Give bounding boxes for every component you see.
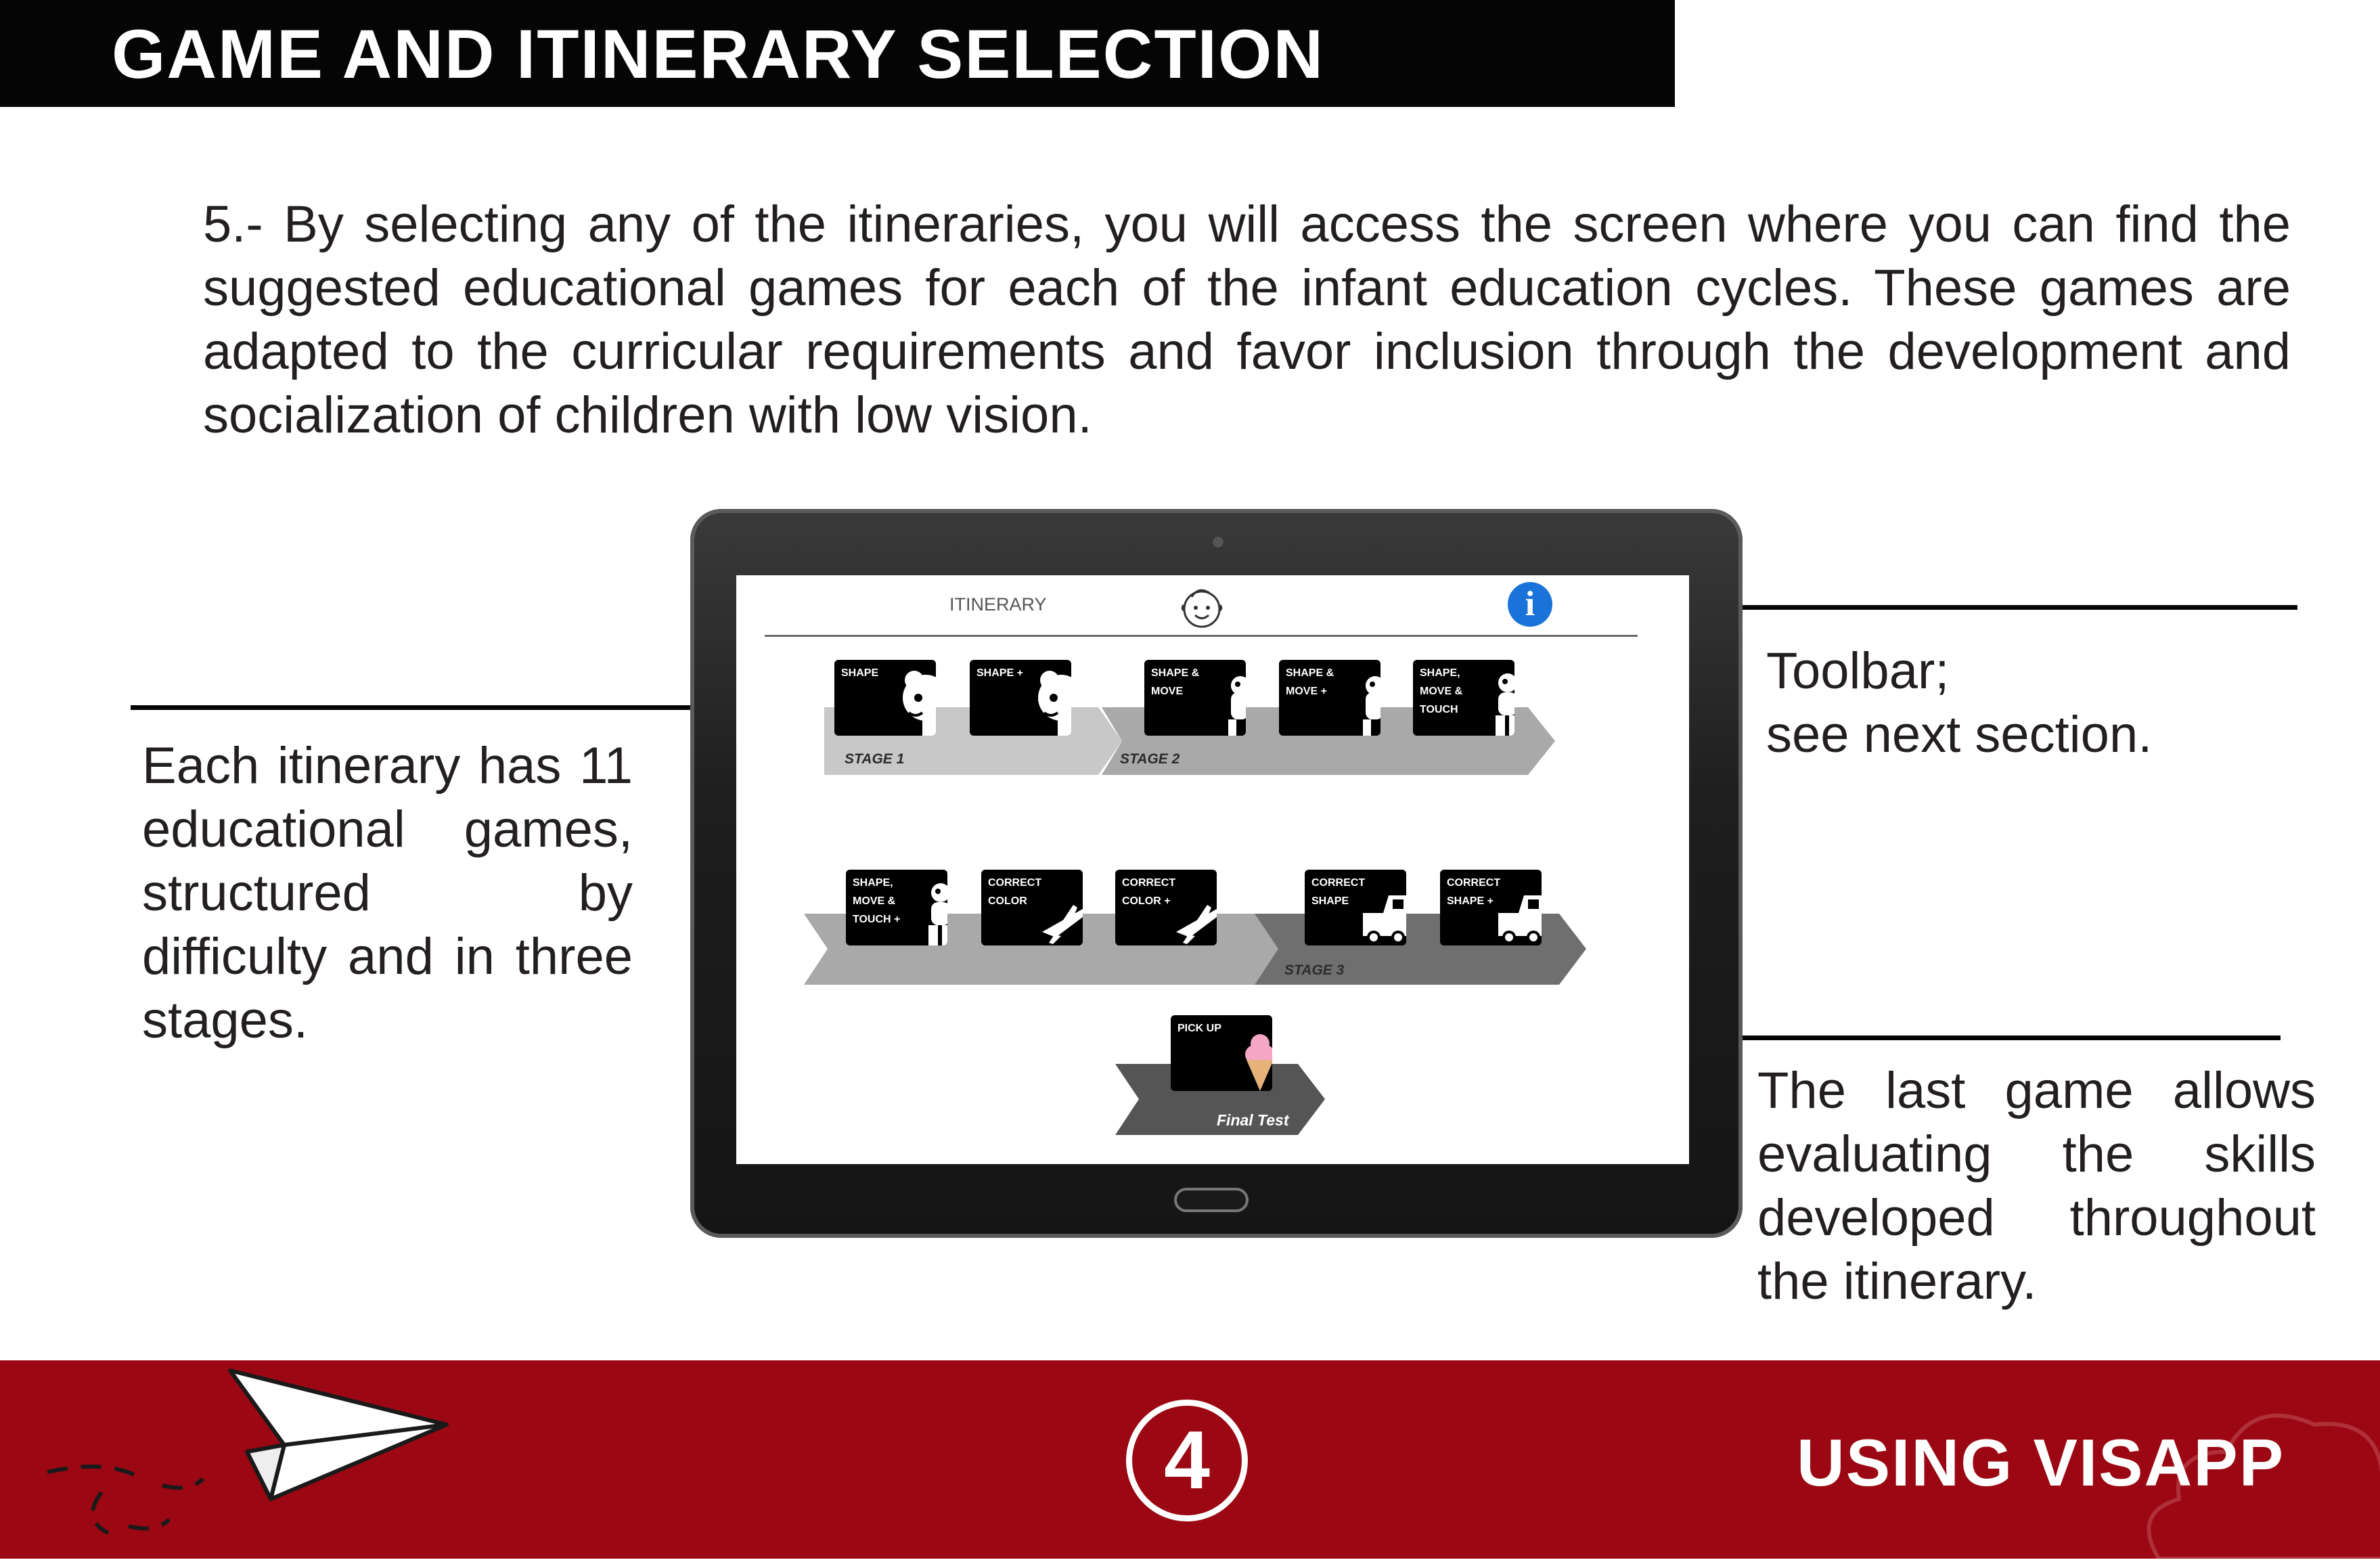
callout-toolbar-line1: Toolbar; <box>1766 642 1950 700</box>
game-card-shape-move[interactable] <box>1144 660 1246 736</box>
bear-icon <box>900 875 947 945</box>
bear-icon <box>1198 665 1246 736</box>
bear-icon <box>1467 665 1514 736</box>
intro-paragraph: 5.- By selecting any of the itineraries, you will access the screen where you can find the suggested educational games for each of the infant education cycles. These games are adapted to the curricular requirements and favor inclusion through the development and socialization of children with low vision. <box>203 196 2291 444</box>
page-number: 4 <box>1126 1400 1248 1521</box>
page-title: GAME AND ITINERARY SELECTION <box>112 16 1324 93</box>
airplane-icon <box>1169 875 1217 945</box>
truck-icon <box>1494 875 1542 945</box>
callout-line-itinerary <box>131 705 780 710</box>
game-card-label: SHAPE & MOVE <box>1151 667 1200 697</box>
game-card-label: CORRECT COLOR <box>988 877 1042 907</box>
ice-cream-icon <box>1225 1021 1272 1091</box>
stage-label-2: STAGE 2 <box>1120 751 1180 767</box>
game-card-label: SHAPE + <box>976 667 1023 679</box>
game-card-correct-color-plus[interactable] <box>1115 870 1217 945</box>
callout-final-test: The last game allows evaluating the skills developed throughout the itinerary. <box>1757 1062 2316 1310</box>
game-card-label: PICK UP <box>1177 1023 1221 1034</box>
bear-icon <box>889 665 936 736</box>
toolbar-divider <box>765 635 1638 637</box>
game-card-label: SHAPE, MOVE & TOUCH + <box>853 877 901 925</box>
info-icon[interactable]: i <box>1508 582 1552 627</box>
tablet-screen <box>736 575 1689 1164</box>
final-test-label: Final Test <box>1217 1111 1289 1129</box>
stage-label-1: STAGE 1 <box>845 751 905 767</box>
callout-toolbar-line2: see next section. <box>1766 706 2153 763</box>
footer-section-title: USING VISAPP <box>1797 1425 2285 1500</box>
game-card-shape-plus[interactable] <box>970 660 1071 736</box>
game-card-label: CORRECT COLOR + <box>1122 877 1176 907</box>
truck-icon <box>1359 875 1406 945</box>
airplane-icon <box>1035 875 1083 945</box>
game-card-label: SHAPE <box>841 667 879 679</box>
bear-icon <box>1333 665 1380 736</box>
tablet-camera <box>1213 537 1223 548</box>
game-card-correct-color[interactable] <box>981 870 1083 945</box>
game-card-label: SHAPE, MOVE & TOUCH <box>1420 667 1463 715</box>
callout-itinerary: Each itinerary has 11 educational games, structured by difficulty and in three stages. <box>142 737 633 1049</box>
game-card-correct-shape[interactable] <box>1305 870 1406 945</box>
game-card-correct-shape-plus[interactable] <box>1440 870 1542 945</box>
game-card-label: SHAPE & MOVE + <box>1286 667 1334 697</box>
tablet-home-button[interactable] <box>1174 1188 1249 1212</box>
paper-plane-icon <box>27 1364 474 1560</box>
game-card-shape-move-touch-plus[interactable] <box>846 870 947 945</box>
child-face-icon[interactable] <box>1178 583 1226 631</box>
callout-toolbar <box>1766 640 2253 767</box>
game-card-shape-move-touch[interactable] <box>1413 660 1514 736</box>
itinerary-toolbar-title: ITINERARY <box>949 594 1047 615</box>
bear-icon <box>1024 665 1071 736</box>
game-card-label: CORRECT SHAPE + <box>1447 877 1501 907</box>
game-card-shape-move-plus[interactable] <box>1279 660 1380 736</box>
game-card-shape[interactable] <box>834 660 936 736</box>
game-card-pick-up[interactable] <box>1171 1015 1272 1091</box>
stage-label-3: STAGE 3 <box>1284 962 1345 978</box>
game-card-label: CORRECT SHAPE <box>1311 877 1366 907</box>
